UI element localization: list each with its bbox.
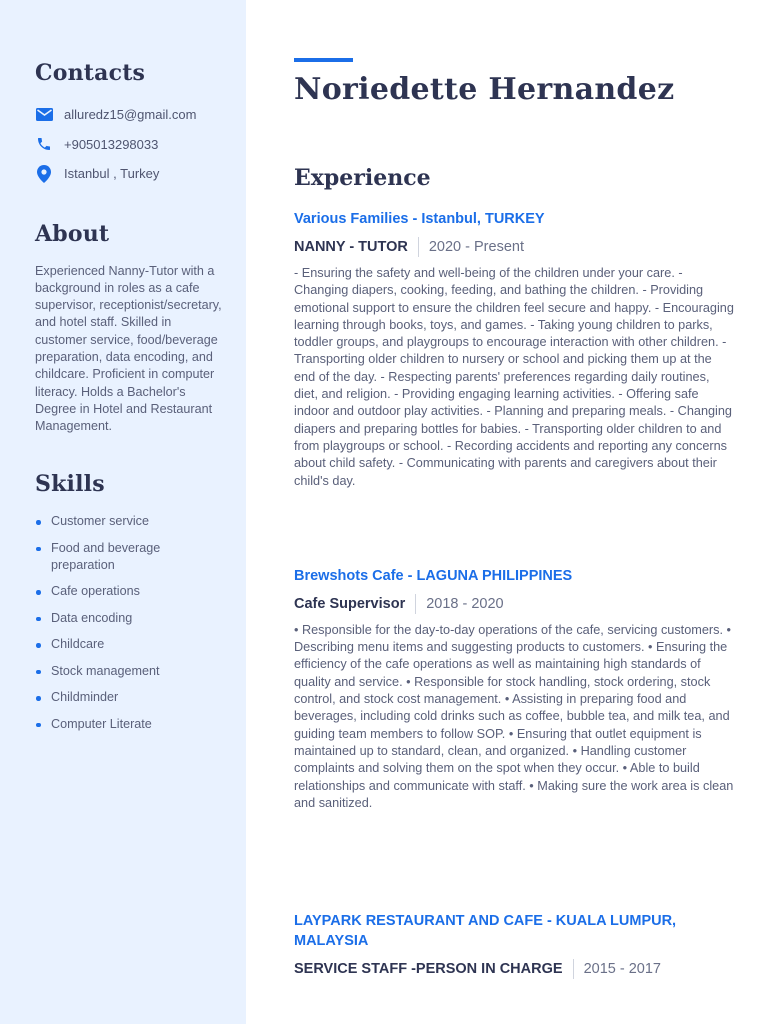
job-dates: 2020 - Present bbox=[428, 239, 524, 255]
accent-bar bbox=[294, 58, 353, 62]
job-entry bbox=[294, 209, 736, 490]
contact-phone[interactable] bbox=[35, 130, 222, 160]
job-entry bbox=[294, 566, 736, 812]
main-content bbox=[294, 58, 736, 979]
job-divider bbox=[415, 594, 416, 614]
skill-item: Stock management bbox=[35, 663, 205, 680]
contact-list bbox=[35, 100, 222, 189]
phone-value: +905013298033 bbox=[64, 136, 159, 152]
job-employer: Various Families - Istanbul, TURKEY bbox=[294, 211, 545, 227]
envelope-icon bbox=[35, 106, 53, 124]
job-dates: 2018 - 2020 bbox=[426, 595, 504, 612]
experience-heading: Experience bbox=[294, 165, 431, 191]
job-meta bbox=[294, 959, 736, 979]
job-entry bbox=[294, 911, 736, 979]
contact-email[interactable] bbox=[35, 100, 222, 130]
job-title: Cafe Supervisor bbox=[294, 595, 406, 612]
contact-location bbox=[35, 159, 222, 189]
skill-item: Customer service bbox=[35, 513, 205, 530]
contacts-heading: Contacts bbox=[35, 60, 146, 86]
skill-item: Food and beverage preparation bbox=[35, 540, 205, 574]
job-dates: 2015 - 2017 bbox=[583, 961, 661, 978]
skill-item: Computer Literate bbox=[35, 716, 205, 733]
skill-item: Childminder bbox=[35, 689, 205, 706]
job-meta bbox=[294, 237, 736, 257]
job-employer: LAYPARK RESTAURANT AND CAFE - KUALA LUMPUR, MALAYSIA bbox=[294, 913, 677, 950]
location-pin-icon bbox=[35, 165, 53, 183]
job-employer: Brewshots Cafe - LAGUNA PHILIPPINES bbox=[294, 567, 573, 584]
location-value: Istanbul , Turkey bbox=[64, 166, 160, 182]
job-title: SERVICE STAFF -PERSON IN CHARGE bbox=[294, 961, 563, 978]
job-description: • Responsible for the day-to-day operations of the cafe, servicing customers. • Describing menu items and suggesting products to customers. • Ensuring the efficiency of the cafe operations as well as maintaining high standards of quality and service. • Responsible for stock handling, stock ordering, stock control, and stock cost management. • Assisting in preparing food and beverages, including cold drinks such as coffee, bubble tea, and milk tea, and guiding team members to follow SOP. • Ensuring that outlet equipment is maintained up to standard, clean, and organized. • Handling customer complaints and solving them on the spot when they occur. • Able to build relationships and communicate with staff. • Making sure the work area is clean and sanitized. bbox=[294, 622, 734, 810]
job-divider bbox=[573, 959, 574, 979]
about-heading: About bbox=[35, 220, 110, 247]
skill-item: Childcare bbox=[35, 636, 205, 653]
job-divider bbox=[418, 237, 419, 257]
sidebar bbox=[0, 0, 246, 1024]
skill-list bbox=[35, 513, 222, 733]
job-description: - Ensuring the safety and well-being of the children under your care. - Changing diapers, cooking, feeding, and bathing the children. - Providing emotional support to ensure the children feel secure and happy. - Encouraging learning through books, toys, and games. - Taking young children to parks, toddler groups, and playgroups to encourage interaction with other children. - Transporting older children to nursery or school and picking them up at the end of the day. - Respecting parents' preferences regarding daily routines, diet, and religion. - Providing engaging learning activities. - Offering safe indoor and outdoor play activities. - Planning and preparing meals. - Changing diapers and preparing bottles for babies. - Transporting older children to and from playgroups or school. - Recording accidents and reporting any concerns about child safety. - Communicating with parents and caregivers about their child's day. bbox=[294, 266, 734, 488]
about-text: Experienced Nanny-Tutor with a background in roles as a cafe supervisor, receptionist/secretary, and hotel staff. Skilled in customer service, food/beverage preparation, data encoding, and childcare. Proficient in computer literacy. Holds a Bachelor's Degree in Hotel and Restaurant Management. bbox=[35, 263, 222, 434]
phone-icon bbox=[35, 135, 53, 153]
candidate-name: Noriedette Hernandez bbox=[294, 72, 675, 107]
skills-heading: Skills bbox=[35, 471, 105, 498]
job-meta bbox=[294, 594, 736, 614]
skill-item: Cafe operations bbox=[35, 583, 205, 600]
job-title: NANNY - TUTOR bbox=[294, 239, 408, 255]
skill-item: Data encoding bbox=[35, 610, 205, 627]
email-value: alluredz15@gmail.com bbox=[64, 107, 197, 123]
